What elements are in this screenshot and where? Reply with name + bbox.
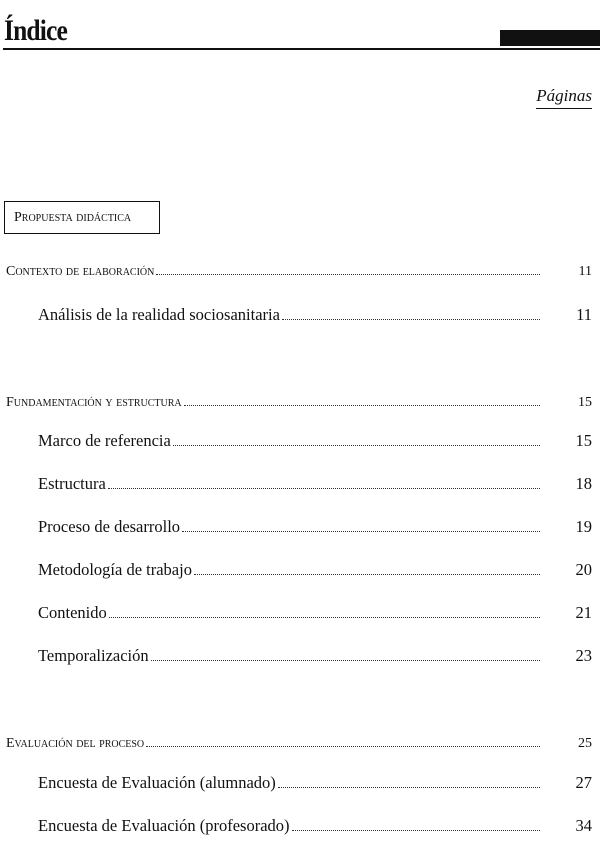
toc-entry-label: Encuesta de Evaluación (profesorado) [38, 816, 290, 835]
toc-entry-fundamentacion[interactable] [6, 389, 592, 411]
toc-entry-label: Marco de referencia [38, 431, 171, 450]
toc-entry-estructura[interactable] [38, 472, 592, 494]
dot-leader [151, 660, 540, 661]
toc-page-number: 34 [575, 816, 592, 835]
dot-leader [184, 405, 540, 406]
toc-page-number: 21 [575, 603, 592, 622]
toc-page-number: 19 [575, 517, 592, 536]
toc-entry-contexto[interactable] [6, 258, 592, 280]
toc-entry-proceso[interactable] [38, 515, 592, 537]
toc-entry-analisis[interactable] [38, 303, 592, 325]
page-title: Índice [4, 14, 67, 47]
toc-page-number: 15 [575, 431, 592, 450]
toc-entry-label: Proceso de desarrollo [38, 517, 181, 536]
dot-leader [156, 274, 540, 275]
toc-entry-marco[interactable] [38, 429, 592, 451]
toc-page-number: 25 [578, 736, 592, 751]
dot-leader [194, 574, 540, 575]
toc-entry-label: Contexto de elaboración [6, 264, 155, 279]
dot-leader [173, 445, 540, 446]
toc-entry-encuesta-profesorado[interactable] [38, 814, 592, 836]
dot-leader [108, 488, 540, 489]
toc-entry-label: Temporalización [38, 646, 149, 665]
section-heading-box [4, 201, 160, 234]
title-decor-bar [500, 30, 600, 46]
toc-entry-label: Evaluación del proceso [6, 736, 145, 751]
dot-leader [292, 830, 540, 831]
toc-entry-metodologia[interactable] [38, 558, 592, 580]
toc-page-number: 20 [575, 560, 592, 579]
toc-page-number: 23 [575, 646, 592, 665]
dot-leader [182, 531, 540, 532]
toc-entry-temporalizacion[interactable] [38, 644, 592, 666]
toc-entry-label: Metodología de trabajo [38, 560, 192, 579]
toc-entry-contenido[interactable] [38, 601, 592, 623]
dot-leader [282, 319, 540, 320]
section-heading-label: Propuesta didáctica [14, 209, 132, 225]
toc-page-number: 27 [575, 773, 592, 792]
toc-page-number: 15 [578, 395, 592, 410]
title-rule [3, 48, 600, 50]
toc-entry-label: Análisis de la realidad sociosanitaria [38, 305, 280, 324]
toc-entry-encuesta-alumnado[interactable] [38, 771, 592, 793]
toc-entry-label: Fundamentación y estructura [6, 395, 182, 410]
pages-column-label: Páginas [536, 86, 592, 109]
toc-entry-label: Contenido [38, 603, 107, 622]
toc-entry-evaluacion[interactable] [6, 730, 592, 752]
toc-page-number: 11 [578, 264, 592, 279]
toc-page-number: 11 [576, 305, 592, 324]
toc-entry-label: Estructura [38, 474, 106, 493]
dot-leader [146, 746, 540, 747]
toc-entry-label: Encuesta de Evaluación (alumnado) [38, 773, 276, 792]
dot-leader [278, 787, 540, 788]
dot-leader [109, 617, 540, 618]
toc-page-number: 18 [575, 474, 592, 493]
